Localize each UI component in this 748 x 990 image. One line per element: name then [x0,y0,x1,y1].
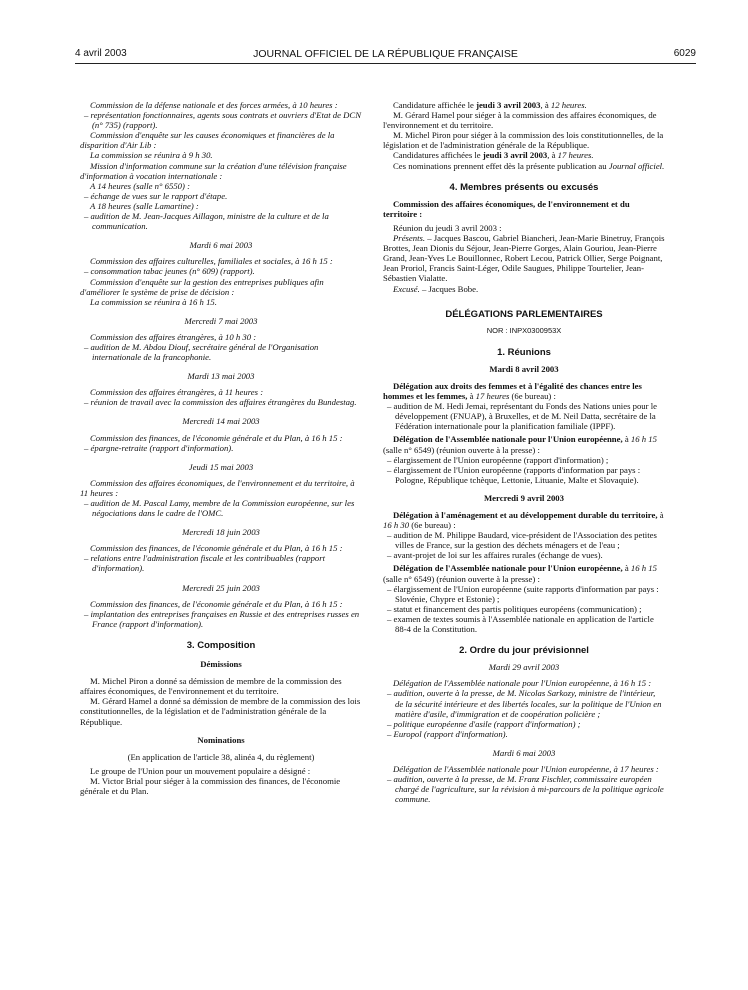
subsection-heading: Nominations [197,734,245,745]
section-heading: 1. Réunions [497,346,551,358]
agenda-item: – audition de M. Abdou Diouf, secrétaire général de l'Organisation internationale de la francophonie. [84,341,319,363]
paragraph: M. Michel Piron a donné sa démission de membre de la commission des affaires économiques, de l'environnement et du territoire. [80,676,342,697]
paragraph: Commission des affaires étrangères, à 11 heures : [90,387,264,398]
paragraph: Commission de la défense nationale et des forces armées, à 10 heures : [90,100,338,110]
journal-title: JOURNAL OFFICIEL DE LA RÉPUBLIQUE FRANÇAISE [253,48,518,60]
section-heading: 3. Composition [186,639,256,651]
agenda-item: – échange de vues sur le rapport d'étape. [84,190,228,201]
paragraph: Réunion du jeudi 3 avril 2003 : [393,222,502,233]
agenda-item: – relations entre l'administration fiscale et les contribuables (rapport d'information). [84,553,326,574]
paragraph: Commission d'enquête sur les causes économiques et financières de la disparition d'Air Lib : [80,130,335,151]
paragraph: La commission se réunira à 9 h 30. [90,150,213,161]
paragraph: Commission des affaires culturelles, familiales et sociales, à 16 h 15 : [90,256,333,267]
agenda-item: – audition de M. Philippe Baudard, vice-président de l'Association des petites villes de France, sur la gestion des déchets ménagers et de l'eau ; [387,530,657,551]
paragraph: Commission des finances, de l'économie générale et du Plan, à 16 h 15 : [90,598,343,609]
delegation-title: Délégation de l'Assemblée nationale pour l'Union européenne, à 16 h 15 (salle n° 6549) (réunion ouverte à la presse) : [383,563,657,584]
section-heading: 2. Ordre du jour prévisionnel [459,645,589,657]
paragraph: Délégation de l'Assemblée nationale pour l'Union européenne, à 17 heures : [393,763,659,774]
date-heading: Mardi 6 mai 2003 [189,240,253,251]
delegation-title: Délégation à l'aménagement et au développement durable du territoire, à 16 h 30 (6e bureau) : [383,510,664,531]
agenda-item: – audition de M. Pascal Lamy, membre de la Commission européenne, sur les négociations dans le cadre de l'OMC. [84,498,355,519]
agenda-item: – audition, ouverte à la presse, de M. Nicolas Sarkozy, ministre de l'intérieur, de la sécurité intérieure et des libertés locales, sur la politique de l'Union en matière d'asile, d'immigration et de coopération policière ; [387,688,662,719]
attendance-present: Présents. – Jacques Bascou, Gabriel Biancheri, Jean-Marie Binetruy, François Brottes, Jean Dionis du Séjour, Jean-Pierre Gorges, Alain Gouriou, Jean-Pierre Grand, Jean-Yves Le Bouillonnec, Robert Lecou, Patrick Ollier, Serge Poignant, Jean Proriol, Francis Saint-Léger, Odile Saugues, Philippe Tourtelier, Jean-Sébastien Vialatte. [383,233,665,284]
header-rule [75,63,696,64]
date-heading: Mardi 6 mai 2003 [492,747,556,758]
paragraph: M. Gérard Hamel pour siéger à la commission des affaires économiques, de l'environnement et du territoire. [383,110,657,131]
agenda-item: – examen de textes soumis à l'Assemblée nationale en application de l'article 88-4 de la Constitution. [387,613,654,635]
paragraph: Commission d'enquête sur la gestion des entreprises publiques afin d'améliorer le système de prise de décision : [80,276,324,297]
agenda-item: – réunion de travail avec la commission des affaires étrangères du Bundestag. [84,397,357,408]
agenda-item: – élargissement de l'Union européenne (suite rapports d'information par pays : Slovénie, Chypre et Estonie) ; [387,583,659,604]
agenda-item: – implantation des entreprises françaises en Russie et des entreprises russes en France (rapport d'information). [84,608,360,629]
section-heading: DÉLÉGATIONS PARLEMENTAIRES [445,308,603,320]
paragraph: M. Victor Brial pour siéger à la commission des finances, de l'économie générale et du Plan. [80,775,341,796]
date-heading: Mardi 13 mai 2003 [187,371,255,382]
nor-reference: NOR : INPX0300953X [486,325,562,335]
delegation-title: Délégation aux droits des femmes et à l'égalité des chances entre les hommes et les femmes, à 17 heures (6e bureau) : [383,380,642,402]
paragraph: Commission des affaires étrangères, à 10 h 30 : [90,331,257,342]
agenda-item: – audition de M. Jean-Jacques Aillagon, ministre de la culture et de la communication. [84,211,329,232]
date-heading: Mercredi 9 avril 2003 [483,492,564,503]
agenda-item: – élargissement de l'Union européenne (rapports d'information par pays : Pologne, République tchèque, Lettonie, Lituanie, Malte et Slovaquie). [387,464,641,485]
agenda-item: – épargne-retraite (rapport d'information). [84,442,234,453]
paragraph: Délégation de l'Assemblée nationale pour l'Union européenne, à 16 h 15 : [393,678,652,689]
paragraph: Candidatures affichées le jeudi 3 avril 2003, à 17 heures. [393,150,594,161]
agenda-item: – statut et financement des partis politiques européens (communication) ; [387,603,642,614]
paragraph: M. Gérard Hamel a donné sa démission de membre de la commission des lois constitutionnelles, de la législation et de l'administration générale de la République. [80,696,361,727]
date-heading: Mercredi 7 mai 2003 [184,315,258,326]
paragraph: Candidature affichée le jeudi 3 avril 2003, à 12 heures. [393,100,587,110]
agenda-item: – politique européenne d'asile (rapport d'information) ; [387,718,581,729]
date-heading: Jeudi 15 mai 2003 [188,461,254,472]
delegation-title: Délégation de l'Assemblée nationale pour l'Union européenne, à 16 h 15 (salle n° 6549) (réunion ouverte à la presse) : [383,434,657,455]
agenda-item: – audition de M. Hedi Jemai, représentant du Fonds des Nations unies pour le développement (FNUAP), à Bruxelles, et de M. Neil Datta, secrétaire de la Fédération internationale pour la planification familiale (IPPF). [387,401,657,432]
commission-title: Commission des affaires économiques, de l'environnement et du territoire : [383,198,630,219]
page-header [75,48,696,62]
paragraph: La commission se réunira à 16 h 15. [90,296,217,307]
header-date: 4 avril 2003 [75,48,127,59]
agenda-item: – avant-projet de loi sur les affaires rurales (échange de vues). [387,550,603,561]
paragraph: Ces nominations prennent effet dès la présente publication au Journal officiel. [393,160,665,171]
paragraph: Commission des finances, de l'économie générale et du Plan, à 16 h 15 : [90,432,343,443]
date-heading: Mardi 29 avril 2003 [488,662,560,673]
date-heading: Mardi 8 avril 2003 [489,363,559,374]
attendance-excused: Excusé. – Jacques Bobe. [393,283,479,294]
paragraph: M. Michel Piron pour siéger à la commission des lois constitutionnelles, de la législation et de l'administration générale de la République. [383,130,664,151]
date-heading: Mercredi 18 juin 2003 [182,527,260,538]
date-heading: Mercredi 14 mai 2003 [182,416,260,427]
right-column [383,100,665,804]
agenda-item: – représentation fonctionnaires, agents sous contrats et ouvriers d'Etat de DCN (n° 735) (rapport). [84,110,362,131]
paragraph: A 18 heures (salle Lamartine) : [90,200,199,211]
left-column [80,100,362,796]
page-number: 6029 [673,48,696,59]
paragraph: Mission d'information commune sur la création d'une télévision française d'information à vocation internationale : [80,160,347,181]
subsection-heading: Démissions [200,659,242,670]
paragraph: (En application de l'article 38, alinéa 4, du règlement) [127,751,315,762]
paragraph: Le groupe de l'Union pour un mouvement populaire a désigné : [90,765,311,776]
agenda-item: – consommation tabac jeunes (n° 609) (rapport). [84,266,255,277]
agenda-item: – élargissement de l'Union européenne (rapport d'information) ; [387,454,609,465]
paragraph: Commission des affaires économiques, de l'environnement et du territoire, à 11 heures : [80,477,355,498]
agenda-item: – audition, ouverte à la presse, de M. Franz Fischler, commissaire européen chargé de l'agriculture, sur la révision à mi-parcours de la politique agricole commune. [387,774,664,805]
paragraph: A 14 heures (salle n° 6550) : [90,180,190,191]
date-heading: Mercredi 25 juin 2003 [182,582,260,593]
paragraph: Commission des finances, de l'économie générale et du Plan, à 16 h 15 : [90,543,343,554]
section-heading: 4. Membres présents ou excusés [449,181,599,193]
agenda-item: – Europol (rapport d'information). [387,728,508,739]
